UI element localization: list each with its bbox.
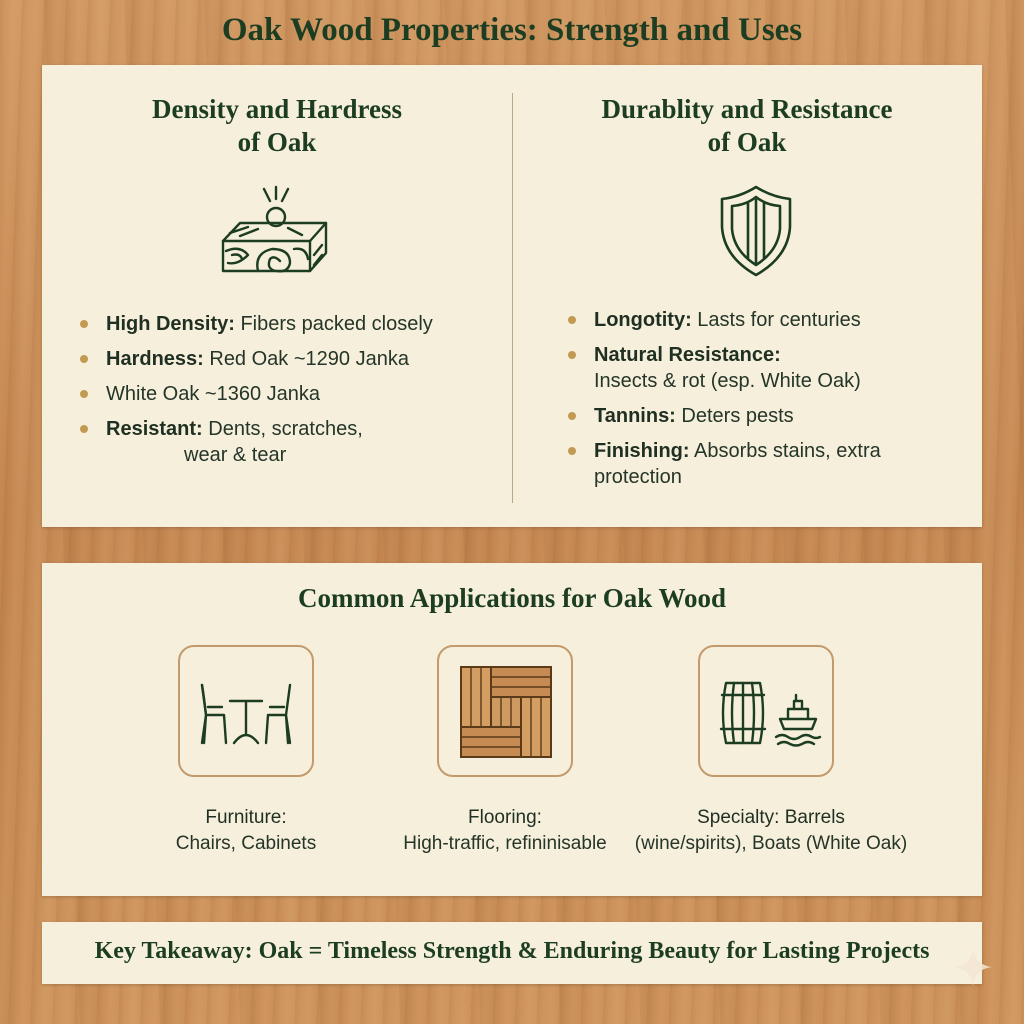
- page-title: Oak Wood Properties: Strength and Uses: [221, 12, 803, 48]
- density-list: [80, 311, 500, 477]
- flooring-card: [437, 645, 573, 777]
- density-heading-line2: of Oak: [237, 127, 317, 157]
- table-chairs-icon: [196, 677, 296, 747]
- barrel-boat-icon: [718, 681, 822, 747]
- durability-heading-line2: of Oak: [707, 127, 787, 157]
- bullet-dot: [568, 412, 576, 420]
- list-item: Longotity: Lasts for centuries: [568, 307, 968, 333]
- furniture-label: [96, 805, 396, 857]
- column-divider: [512, 93, 513, 503]
- durability-list: [568, 307, 968, 499]
- bullet-dot: [568, 447, 576, 455]
- durability-heading-line1: Durablity and Resistance: [601, 94, 893, 124]
- bullet-dot: [80, 355, 88, 363]
- specialty-head: Specialty: Barrels: [697, 807, 845, 828]
- properties-panel: [42, 65, 982, 527]
- list-item: Finishing: Absorbs stains, extra protection: [568, 438, 968, 490]
- specialty-card: [698, 645, 834, 777]
- list-item: High Density: Fibers packed closely: [80, 311, 500, 337]
- bullet-dot: [568, 316, 576, 324]
- parquet-floor-icon: [459, 665, 553, 759]
- furniture-head: Furniture:: [205, 807, 287, 828]
- bullet-dot: [80, 320, 88, 328]
- durability-heading: [532, 93, 962, 159]
- applications-panel: [42, 563, 982, 896]
- density-heading: [62, 93, 492, 159]
- applications-heading: Common Applications for Oak Wood: [297, 583, 727, 613]
- specialty-text: (wine/spirits), Boats (White Oak): [634, 833, 908, 854]
- takeaway-text: Key Takeaway: Oak = Timeless Strength & Enduring Beauty for Lasting Projects: [94, 938, 930, 964]
- flooring-head: Flooring:: [468, 807, 542, 828]
- sparkle-icon: [952, 946, 994, 988]
- flooring-label: [355, 805, 655, 857]
- shield-icon: [718, 183, 794, 279]
- flooring-text: High-traffic, refininisable: [403, 833, 607, 854]
- specialty-label: [616, 805, 926, 857]
- bullet-dot: [80, 425, 88, 433]
- furniture-text: Chairs, Cabinets: [175, 833, 317, 854]
- hardness-test-block-icon: [218, 183, 328, 278]
- list-item: Resistant: Dents, scratches, wear & tear: [80, 416, 500, 468]
- list-item: White Oak ~1360 Janka: [80, 381, 500, 407]
- bullet-dot: [80, 390, 88, 398]
- density-heading-line1: Density and Hardress: [151, 94, 403, 124]
- bullet-dot: [568, 351, 576, 359]
- takeaway-banner: [42, 922, 982, 984]
- list-item: Hardness: Red Oak ~1290 Janka: [80, 346, 500, 372]
- furniture-card: [178, 645, 314, 777]
- list-item: Natural Resistance: Insects & rot (esp. White Oak): [568, 342, 968, 394]
- list-item: Tannins: Deters pests: [568, 403, 968, 429]
